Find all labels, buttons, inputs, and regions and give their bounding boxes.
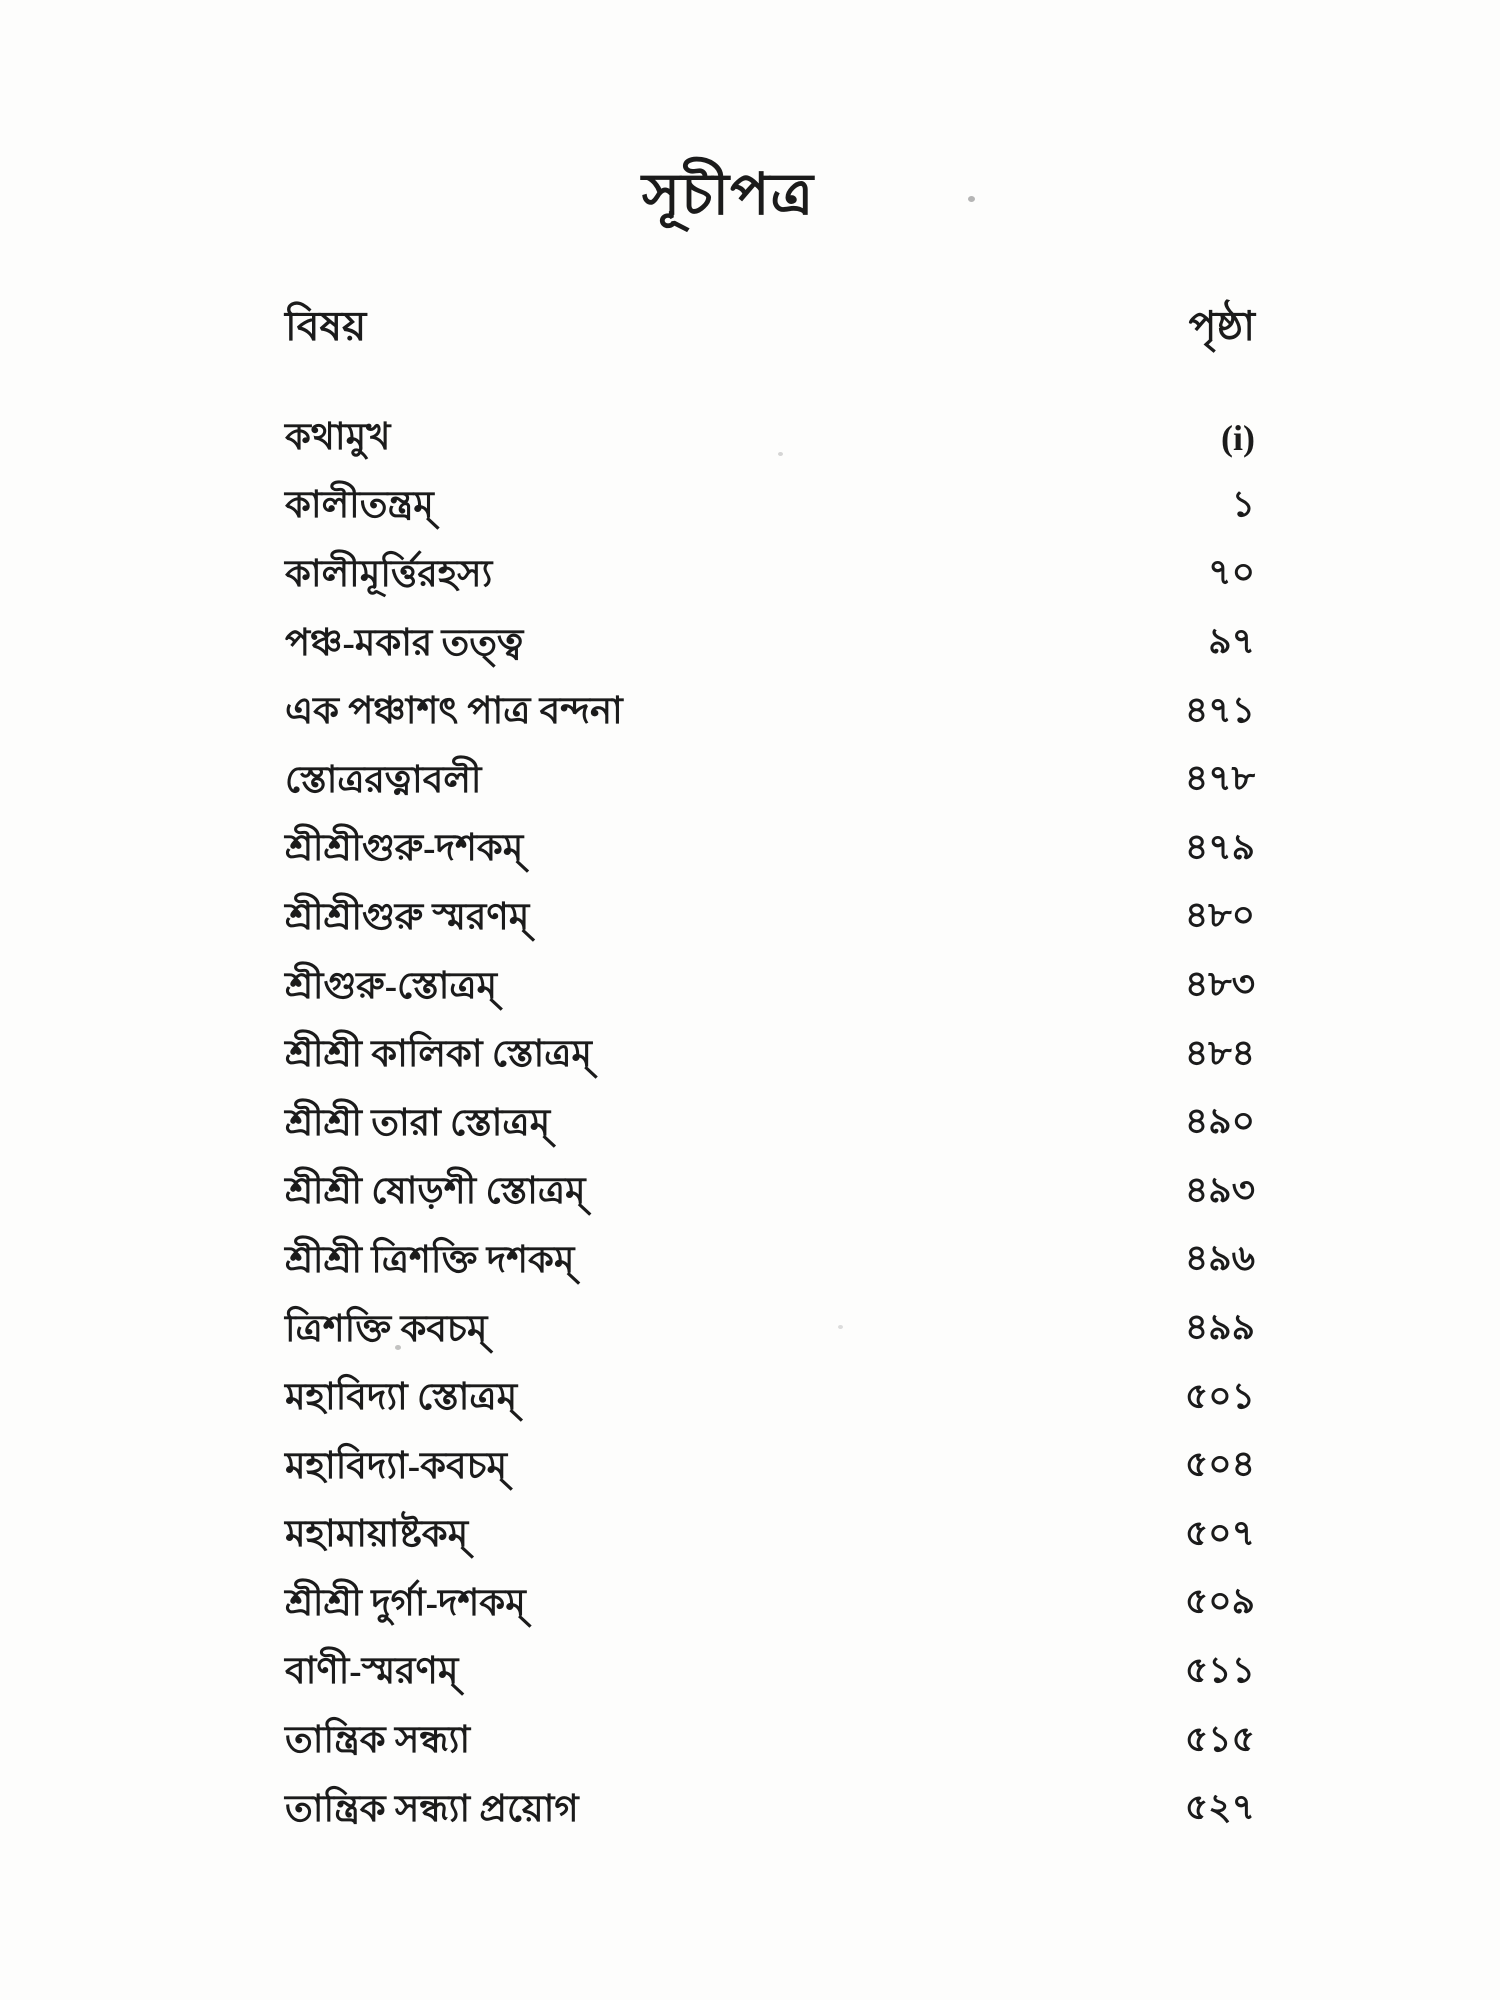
toc-entry-title: শ্রীশ্রী তারা স্তোত্রম্: [285, 1102, 551, 1144]
toc-row: [285, 816, 1255, 885]
toc-entry-page: ৪৯৬: [1184, 1238, 1255, 1279]
toc-entry-page: ৪৯০: [1184, 1101, 1255, 1142]
toc-entry-title: কালীমূর্ত্তিরহস্য: [285, 553, 493, 595]
toc-row: [285, 1707, 1255, 1776]
toc-entry-title: তান্ত্রিক সন্ধ্যা প্রয়োগ: [285, 1788, 579, 1830]
toc-entry-title: শ্রীশ্রী দুর্গা-দশকম্: [285, 1582, 526, 1624]
toc-row: [285, 1570, 1255, 1639]
toc-entry-page: ৫১৫: [1184, 1718, 1255, 1759]
toc-row: [285, 747, 1255, 816]
toc-row: [285, 541, 1255, 610]
toc-entry-title: তান্ত্রিক সন্ধ্যা: [285, 1720, 471, 1762]
toc-entry-page: ৫০৯: [1184, 1581, 1255, 1622]
toc-entry-page: ৫০৭: [1184, 1512, 1255, 1553]
toc-row: [285, 1639, 1255, 1708]
page-title: সূচীপত্র: [641, 162, 815, 227]
toc-entry-title: মহাবিদ্যা স্তোত্রম্: [285, 1377, 518, 1419]
toc-content: [285, 0, 1255, 2000]
toc-entry-title: শ্রীশ্রী ত্রিশক্তি দশকম্: [285, 1239, 575, 1281]
toc-row: [285, 1159, 1255, 1228]
toc-row: [285, 1021, 1255, 1090]
toc-entry-page: ৪৮০: [1184, 895, 1255, 936]
toc-row: [285, 473, 1255, 542]
toc-entry-title: এক পঞ্চাশৎ পাত্র বন্দনা: [285, 691, 623, 733]
toc-row: [285, 678, 1255, 747]
toc-entry-page: (i): [1221, 418, 1255, 459]
toc-entry-title: শ্রীশ্রীগুরু স্মরণম্: [285, 896, 530, 938]
toc-entry-title: পঞ্চ-মকার তত্ত্ব: [285, 622, 524, 664]
toc-entry-title: কথামুখ: [285, 416, 391, 458]
toc-entry-page: ৭০: [1208, 552, 1255, 593]
toc-row: [285, 1090, 1255, 1159]
toc-entry-title: বাণী-স্মরণম্: [285, 1651, 459, 1693]
toc-entry-title: মহামায়াষ্টকম্: [285, 1514, 469, 1556]
toc-row: [285, 1776, 1255, 1845]
toc-entry-page: ৪৭৮: [1184, 758, 1255, 799]
toc-entry-page: ৪৮৪: [1184, 1032, 1255, 1073]
toc-column-headers: [285, 295, 1255, 364]
toc-row: [285, 1364, 1255, 1433]
toc-entry-page: ১: [1231, 483, 1255, 524]
toc-entry-page: ৯৭: [1208, 621, 1255, 662]
toc-row: [285, 1227, 1255, 1296]
toc-entry-title: শ্রীশ্রী ষোড়শী স্তোত্রম্: [285, 1171, 586, 1213]
toc-entry-title: স্তোত্ররত্নাবলী: [285, 759, 482, 801]
toc-entry-title: মহাবিদ্যা-কবচম্: [285, 1445, 508, 1487]
toc-entry-page: ৫১১: [1184, 1649, 1255, 1690]
toc-entry-title: শ্রীশ্রী কালিকা স্তোত্রম্: [285, 1034, 592, 1076]
toc-entry-title: কালীতন্ত্রম্: [285, 485, 434, 527]
toc-entry-page: ৫০১: [1184, 1375, 1255, 1416]
toc-entry-title: শ্রীগুরু-স্তোত্রম্: [285, 965, 498, 1007]
subject-column-header: বিষয়: [285, 303, 367, 349]
toc-row: [285, 884, 1255, 953]
toc-entry-page: ৪৭১: [1184, 689, 1255, 730]
toc-entry-page: ৪৭৯: [1184, 826, 1255, 867]
toc-entry-title: ত্রিশক্তি কবচম্: [285, 1308, 488, 1350]
page-column-header: পৃষ্ঠা: [1188, 303, 1255, 349]
toc-entry-page: ৪৯৩: [1184, 1169, 1255, 1210]
toc-entry-page: ৪৮৩: [1184, 964, 1255, 1005]
toc-entry-page: ৪৯৯: [1184, 1307, 1255, 1348]
toc-row: [285, 1296, 1255, 1365]
toc-row: [285, 1502, 1255, 1571]
toc-entry-title: শ্রীশ্রীগুরু-দশকম্: [285, 828, 524, 870]
toc-entry-page: ৫০৪: [1184, 1444, 1255, 1485]
toc-row: [285, 610, 1255, 679]
toc-entries: [285, 404, 1255, 1844]
toc-entry-page: ৫২৭: [1184, 1787, 1255, 1828]
toc-row: [285, 404, 1255, 473]
toc-row: [285, 1433, 1255, 1502]
toc-row: [285, 953, 1255, 1022]
